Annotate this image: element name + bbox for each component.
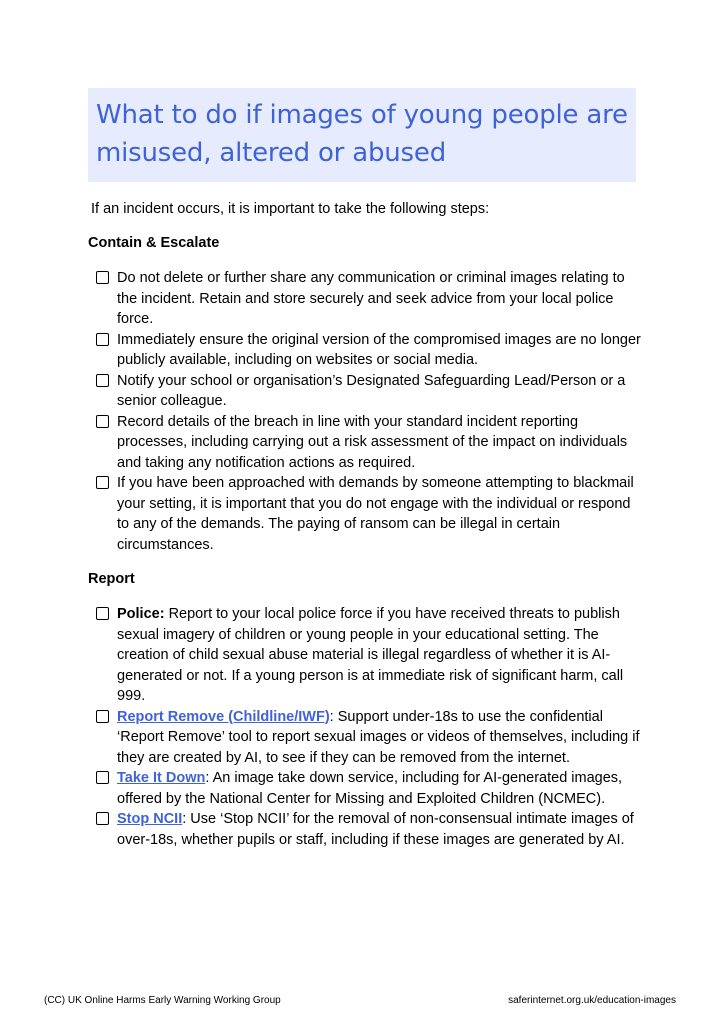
list-item [96, 707, 641, 769]
checkbox-icon[interactable] [96, 771, 109, 784]
checkbox-icon[interactable] [96, 333, 109, 346]
list-item [96, 412, 641, 474]
checkbox-icon[interactable] [96, 812, 109, 825]
list-item [96, 268, 641, 330]
checkbox-icon[interactable] [96, 476, 109, 489]
checkbox-icon[interactable] [96, 271, 109, 284]
report-remove-link[interactable]: Report Remove (Childline/IWF) [117, 708, 330, 725]
checkbox-icon[interactable] [96, 374, 109, 387]
list-item [96, 473, 641, 555]
footer-url[interactable]: saferinternet.org.uk/education-images [508, 995, 676, 1006]
checkbox-icon[interactable] [96, 415, 109, 428]
item-text: Report to your local police force if you have received threats to publish sexual imagery of children or young people in your educational setting. The creation of child sexual abuse material is illegal regardless of whether it is AI-generated or not. If a young person is at immediate risk of significant harm, call 999. [117, 606, 624, 704]
item-text: : Use ‘Stop NCII’ for the removal of non-consensual intimate images of over-18s, whether pupils or staff, including if these images are generated by AI. [117, 811, 634, 848]
take-it-down-link[interactable]: Take It Down [117, 770, 206, 786]
title-banner [88, 88, 636, 182]
list-item [96, 604, 641, 707]
report-checklist [96, 604, 641, 850]
item-text: Record details of the breach in line with your standard incident reporting processes, including carrying out a risk assessment of the impact on individuals and taking any notification actions as required. [117, 413, 628, 471]
section-heading-report: Report [88, 571, 135, 587]
list-item [96, 768, 641, 809]
section-heading-contain: Contain & Escalate [88, 235, 220, 251]
checkbox-icon[interactable] [96, 607, 109, 620]
item-text: Do not delete or further share any communication or criminal images relating to the incident. Retain and store securely and seek advice from your local police force. [117, 270, 625, 327]
item-text: : An image take down service, including for AI-generated images, offered by the National Center for Missing and Exploited Children (NCMEC). [117, 770, 623, 807]
intro-text: If an incident occurs, it is important to take the following steps: [91, 201, 490, 217]
item-text: : Support under-18s to use the confidential ‘Report Remove’ tool to report sexual images or videos of themselves, including if they are created by AI, to see if they can be removed from the internet. [117, 708, 640, 766]
page-title: What to do if images of young people are misused, altered or abused [96, 100, 628, 168]
footer-credit: (CC) UK Online Harms Early Warning Working Group [44, 995, 281, 1006]
list-item [96, 330, 641, 371]
item-text: Notify your school or organisation’s Designated Safeguarding Lead/Person or a senior colleague. [117, 372, 626, 409]
list-item [96, 371, 641, 412]
police-label: Police: [117, 606, 165, 622]
item-text: If you have been approached with demands by someone attempting to blackmail your setting, it is important that you do not engage with the individual or respond to any of the demands. The paying of ransom can be illegal in certain circumstances. [117, 475, 634, 553]
list-item [96, 809, 641, 850]
contain-checklist [96, 268, 641, 555]
checkbox-icon[interactable] [96, 710, 109, 723]
item-text: Immediately ensure the original version of the compromised images are no longer publicly available, including on websites or social media. [117, 331, 641, 368]
stop-ncii-link[interactable]: Stop NCII [117, 811, 183, 827]
